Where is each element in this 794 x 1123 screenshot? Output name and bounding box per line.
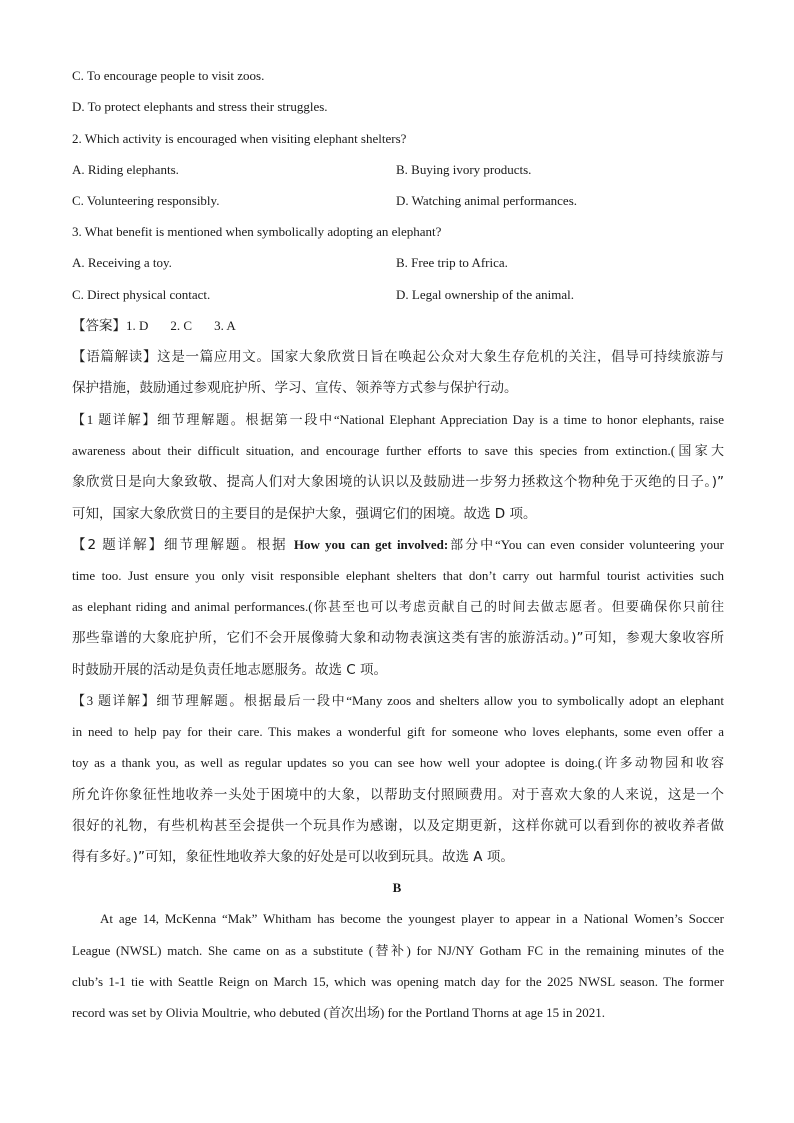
passage-b-line-3: club’s 1-1 tie with Seattle Reign on March 15, which was opening match day for the 2025 NWSL season. The former — [72, 974, 724, 989]
section-b-heading: B — [392, 880, 402, 895]
answer-3: 3. A — [214, 318, 236, 333]
detail2-line-1 — [72, 535, 724, 555]
q2-question: 2. Which activity is encouraged when visiting elephant shelters? — [72, 131, 407, 146]
passage-b-line-2: League (NWSL) match. She came on as a substitute (替补) for NJ/NY Gotham FC in the remaining minutes of the — [72, 943, 724, 958]
q2-option-a: A. Riding elephants. — [72, 162, 179, 177]
detail2-line-4: 那些靠谱的大象庇护所，它们不会开展像骑大象和动物表演这类有害的旅游活动。)”可知，参观大象收容所 — [72, 630, 724, 646]
q2-option-b: B. Buying ivory products. — [396, 162, 532, 177]
detail1-line-3: 象欣赏日是向大象致敬、提高人们对大象困境的认识以及鼓励进一步努力拯救这个物种免于灭绝的日子。)” — [72, 474, 724, 490]
detail3-line-4: 所允许你象征性地收养一头处于困境中的大象，以帮助支付照顾费用。对于喜欢大象的人来说，这是一个 — [72, 787, 724, 803]
passage-b-line-1: At age 14, McKenna “Mak” Whitham has become the youngest player to appear in a National Women’s Soccer — [100, 911, 724, 926]
q2-option-d: D. Watching animal performances. — [396, 193, 578, 208]
detail1-line-1: 【1 题详解】细节理解题。根据第一段中“National Elephant Appreciation Day is a time to honor elephants, raise — [72, 412, 724, 427]
detail3-line-1: 【3 题详解】细节理解题。根据最后一段中“Many zoos and shelters allow you to symbolically adopt an elephant — [72, 693, 724, 708]
interpretation-line-1: 【语篇解读】这是一篇应用文。国家大象欣赏日旨在唤起公众对大象生存危机的关注，倡导可持续旅游与 — [72, 349, 724, 365]
q1-option-d: D. To protect elephants and stress their struggles. — [72, 99, 328, 114]
detail1-line-4: 可知，国家大象欣赏日的主要目的是保护大象，强调它们的困境。故选 D 项。 — [72, 506, 537, 522]
detail1-line-2: awareness about their difficult situation, and encourage further efforts to save this species from extinction.(国家大 — [72, 443, 724, 458]
detail2-prefix: 【2 题详解】细节理解题。根据 — [72, 537, 294, 553]
q2-option-c: C. Volunteering responsibly. — [72, 193, 220, 208]
answer-2: 2. C — [170, 318, 193, 333]
detail3-line-5: 很好的礼物，有些机构甚至会提供一个玩具作为感谢，以及定期更新，这样你就可以看到你的被收养者做 — [72, 818, 724, 834]
q3-option-c: C. Direct physical contact. — [72, 287, 211, 302]
q1-option-c: C. To encourage people to visit zoos. — [72, 68, 265, 83]
q3-options-row-2 — [72, 285, 724, 305]
detail2-line-5: 时鼓励开展的活动是负责任地志愿服务。故选 C 项。 — [72, 662, 388, 678]
detail2-section-title: How you can get involved: — [293, 537, 449, 552]
detail2-line-2: time too. Just ensure you only visit responsible elephant shelters that don’t carry out harmful tourist activities such — [72, 568, 724, 583]
detail3-line-3: toy as a thank you, as well as regular updates so you can see how well your adoptee is doing.(许多动物园和收容 — [72, 755, 724, 770]
answer-1: 1. D — [126, 318, 149, 333]
passage-b-line-4: record was set by Olivia Moultrie, who debuted (首次出场) for the Portland Thorns at age 15 in 2021. — [72, 1005, 606, 1020]
q3-options-row-1 — [72, 253, 724, 273]
q2-options-row-1 — [72, 160, 724, 180]
q3-question: 3. What benefit is mentioned when symbolically adopting an elephant? — [72, 224, 442, 239]
q3-option-b: B. Free trip to Africa. — [396, 255, 508, 270]
detail2-quote-start: 部分中“You can even consider volunteering your — [448, 537, 724, 552]
interpretation-line-2: 保护措施，鼓励通过参观庇护所、学习、宣传、领养等方式参与保护行动。 — [72, 380, 518, 396]
detail2-line-3: as elephant riding and animal performances.(你甚至也可以考虑贡献自己的时间去做志愿者。但要确保你只前往 — [72, 599, 724, 614]
detail3-line-6: 得有多好。)”可知，象征性地收养大象的好处是可以收到玩具。故选 A 项。 — [72, 849, 514, 865]
q3-option-d: D. Legal ownership of the animal. — [396, 287, 574, 302]
answer-label: 【答案】 — [72, 318, 126, 334]
q2-options-row-2 — [72, 191, 724, 211]
detail3-line-2: in need to help pay for their care. This makes a wonderful gift for someone who loves elephants, some even offer a — [72, 724, 724, 739]
answer-key — [72, 316, 724, 336]
q3-option-a: A. Receiving a toy. — [72, 255, 172, 270]
